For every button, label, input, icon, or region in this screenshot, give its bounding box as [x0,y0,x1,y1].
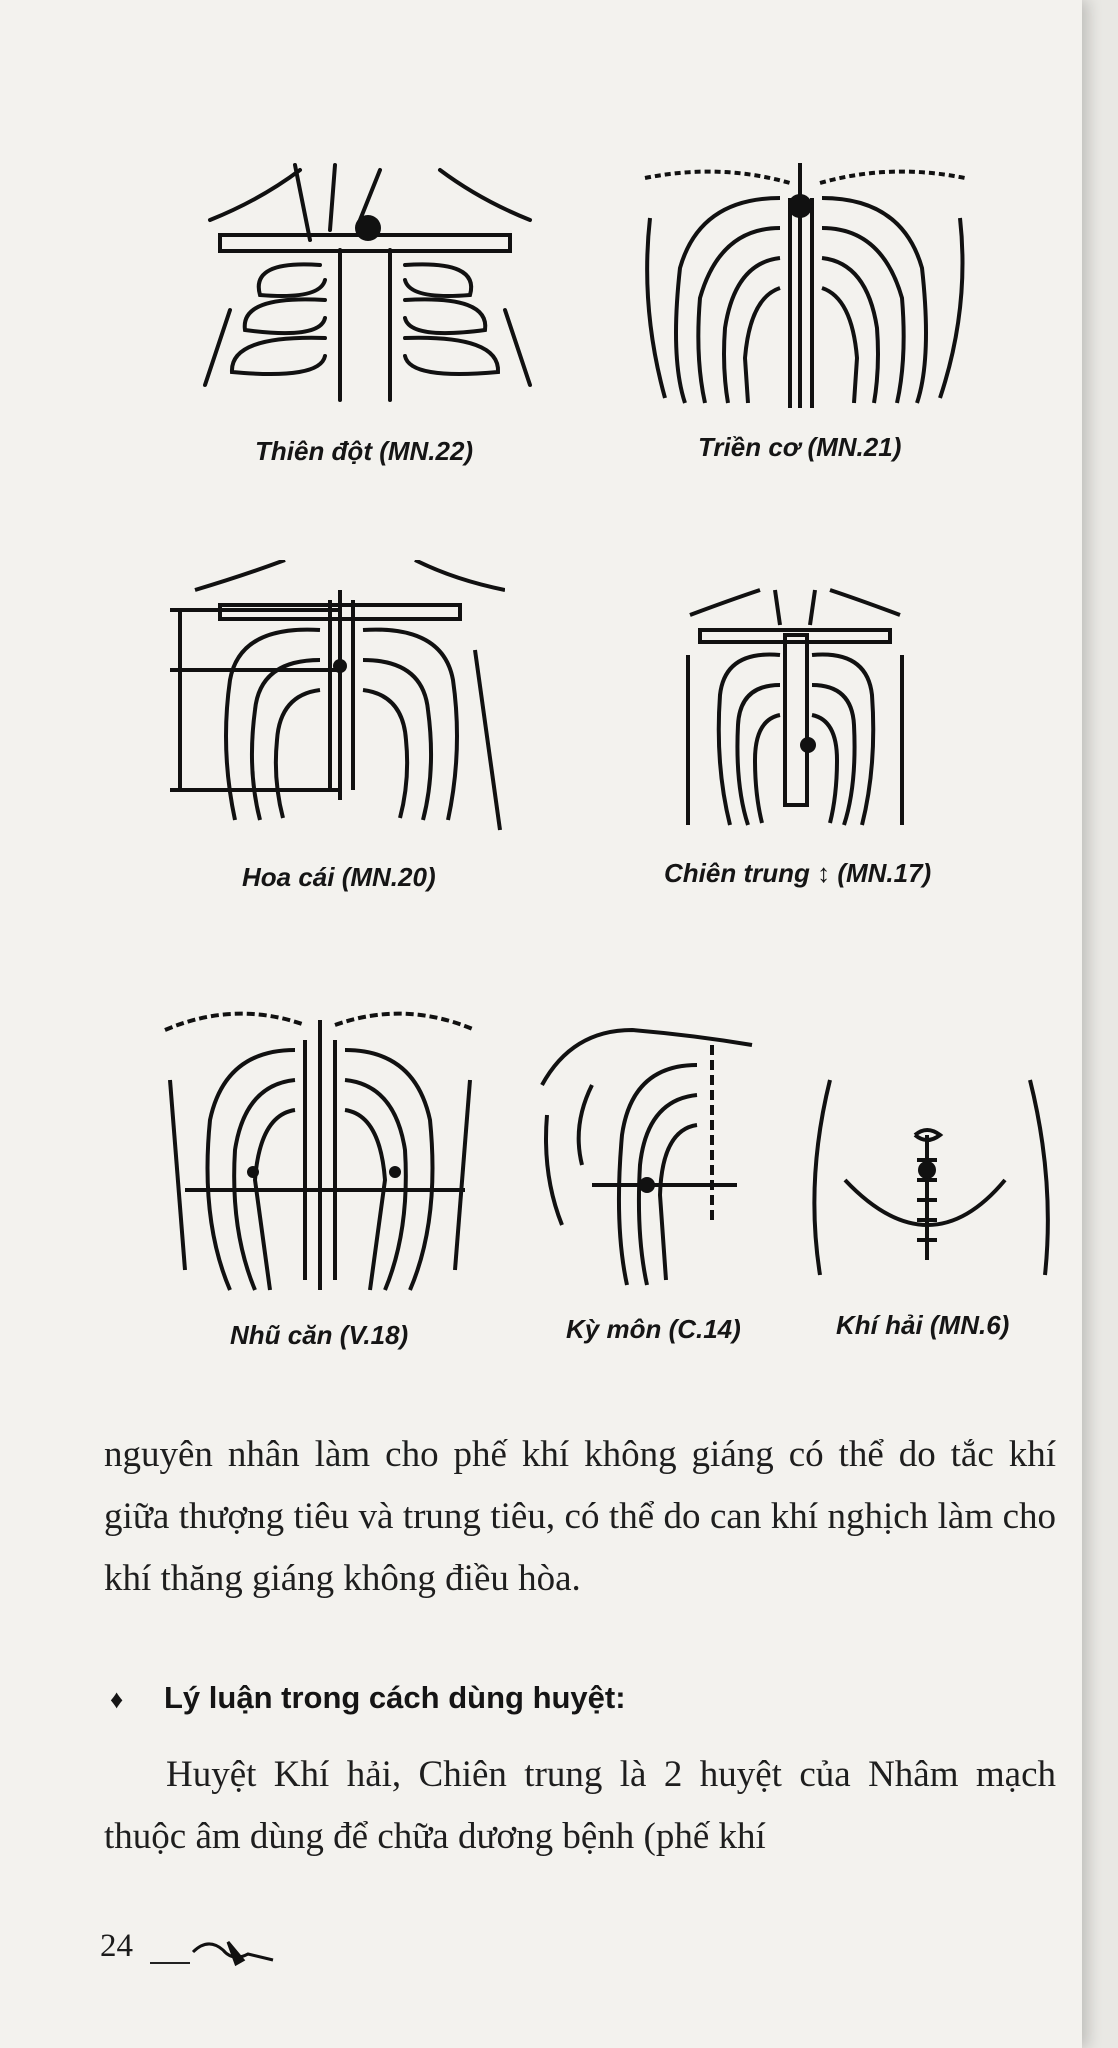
caption-chien-trung: Chiên trung ↕ (MN.17) [664,858,932,888]
acupoint-marker-left [247,1166,259,1178]
caption-ky-mon: Kỳ môn (C.14) [566,1314,741,1344]
caption-nhu-can: Nhũ căn (V.18) [230,1320,409,1350]
acupoint-marker [918,1161,936,1179]
hoa-cai-diagram [165,560,505,840]
caption-thien-dot: Thiên đột (MN.22) [255,436,474,466]
diamond-bullet-icon: ♦ [110,1684,124,1714]
figure-trien-co [640,158,970,413]
acupoint-marker [639,1177,655,1193]
pen-flourish-icon [188,1932,278,1972]
acupoint-marker-right [389,1166,401,1178]
paragraph-2: Huyệt Khí hải, Chiên trung là 2 huyệt của Nhâm mạch thuộc âm dùng để chữa dương bệnh (phế khí [104,1754,1056,1857]
footer-ornament [188,1932,278,1972]
trien-co-diagram [640,158,970,413]
caption-trien-co: Triền cơ (MN.21) [698,432,902,462]
footer-rule [150,1962,190,1964]
caption-khi-hai: Khí hải (MN.6) [836,1310,1010,1340]
figure-khi-hai [800,1070,1060,1280]
page-number: 24 [100,1928,133,1964]
figure-nhu-can [155,1000,485,1300]
nhu-can-diagram [155,1000,485,1300]
acupoint-marker [355,215,381,241]
chien-trung-diagram [680,585,910,830]
acupoint-marker [333,659,347,673]
caption-hoa-cai: Hoa cái (MN.20) [242,862,436,892]
section-heading [110,1680,626,1716]
khi-hai-diagram [800,1070,1060,1280]
figure-ky-mon [532,1025,757,1295]
acupoint-marker [800,737,816,753]
section-heading-text: Lý luận trong cách dùng huyệt: [164,1680,626,1715]
ky-mon-diagram [532,1025,757,1295]
figure-thien-dot [190,160,550,420]
figure-hoa-cai [165,560,505,840]
figure-chien-trung [680,585,910,830]
thien-dot-diagram [190,160,550,420]
paragraph-1: nguyên nhân làm cho phế khí không giáng có thể do tắc khí giữa thượng tiêu và trung tiêu, có thể do can khí nghịch làm cho khí thăng giáng không điều hòa. [104,1434,1056,1599]
acupoint-marker [788,194,812,218]
